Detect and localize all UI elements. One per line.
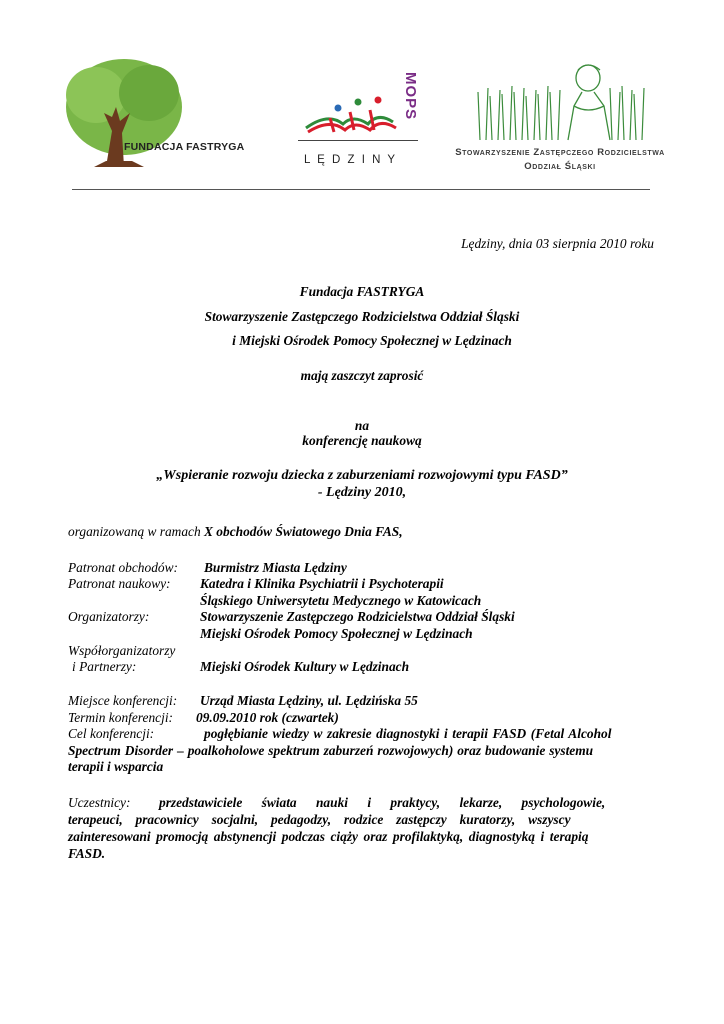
organizatorzy-value-2: Miejski Ośrodek Pomocy Społecznej w Lędzinach [200, 626, 473, 641]
patronat-naukowy-value-2: Śląskiego Uniwersytetu Medycznego w Katowicach [200, 593, 482, 608]
cel-value-3: terapii i wsparcia [68, 759, 164, 774]
organizatorzy-label: Organizatorzy: [68, 609, 150, 624]
szr-logo-text [440, 146, 680, 174]
na-text: na [354, 418, 370, 433]
patronat-naukowy-value-1: Katedra i Klinika Psychiatrii i Psychoterapii [200, 576, 444, 591]
wspolorganizatorzy-label-2: i Partnerzy: [72, 659, 137, 674]
uczestnicy-label: Uczestnicy: [68, 795, 131, 810]
cel-label: Cel konferencji: [68, 726, 155, 741]
org-line-2: Stowarzyszenie Zastępczego Rodzicielstwa Oddział Śląski [204, 309, 520, 324]
patronat-obchodow-value: Burmistrz Miasta Lędziny [204, 560, 347, 575]
conference-title: „Wspieranie rozwoju dziecka z zaburzeniami rozwojowymi typu FASD” [156, 468, 568, 483]
miejsce-label: Miejsce konferencji: [68, 693, 178, 708]
header-divider [72, 189, 650, 190]
cel-value-2: Spectrum Disorder – poalkoholowe spektrum zaburzeń rozwojowych) oraz budowanie systemu [68, 743, 594, 758]
miejsce-value: Urząd Miasta Lędziny, ul. Lędzińska 55 [200, 693, 418, 708]
uczestnicy-value-4: FASD. [68, 846, 106, 861]
conference-type: konferencję naukową [302, 433, 422, 448]
uczestnicy-value-1: przedstawiciele świata nauki i praktycy, lekarze, psychologowie, [159, 795, 606, 810]
fastryga-logo-text: FUNDACJA FASTRYGA [124, 141, 245, 153]
letter-date: Lędziny, dnia 03 sierpnia 2010 roku [461, 236, 654, 251]
mops-vertical-text: MOPS [402, 72, 419, 121]
logo-stowarzyszenie [440, 62, 680, 177]
logo-fundacja-fastryga [54, 55, 266, 170]
invite-text: mają zaszczyt zaprosić [300, 368, 424, 383]
uczestnicy-value-2: terapeuci, pracownicy socjalni, pedagodzy, rodzice zastępczy kuratorzy, wszyscy [68, 812, 571, 827]
organized-line [68, 524, 403, 540]
grass-and-child-icon [440, 62, 680, 142]
org-line-3: i Miejski Ośrodek Pomocy Społecznej w Lędzinach [232, 333, 512, 348]
patronat-obchodow-label: Patronat obchodów: [68, 560, 178, 575]
cel-value-1: pogłębianie wiedzy w zakresie diagnostyki i terapii FASD (Fetal Alcohol [204, 726, 612, 741]
szr-logo-line1: Stowarzyszenie Zastępczego Rodzicielstwa [455, 147, 665, 158]
mops-rule [298, 140, 418, 141]
organized-prefix: organizowaną w ramach [68, 524, 205, 539]
ledziny-logo-text: L Ę D Z I N Y [304, 154, 398, 166]
szr-logo-line2: Oddział Śląski [524, 161, 596, 172]
org-line-1: Fundacja FASTRYGA [299, 284, 425, 299]
wspolorganizatorzy-value: Miejski Ośrodek Kultury w Lędzinach [200, 659, 410, 674]
logo-mops-ledziny [298, 72, 423, 172]
termin-value: 09.09.2010 rok (czwartek) [196, 710, 339, 725]
organizatorzy-value-1: Stowarzyszenie Zastępczego Rodzicielstwa Oddział Śląski [200, 609, 515, 624]
termin-label: Termin konferencji: [68, 710, 173, 725]
uczestnicy-value-3: zainteresowani promocją abstynencji podczas ciąży oraz profilaktyką, diagnostyką i terapią [68, 829, 589, 844]
wspolorganizatorzy-label-1: Współorganizatorzy [68, 643, 176, 658]
patronat-naukowy-label: Patronat naukowy: [68, 576, 171, 591]
organized-event: X obchodów Światowego Dnia FAS, [204, 524, 403, 539]
conference-subtitle: - Lędziny 2010, [317, 485, 407, 500]
